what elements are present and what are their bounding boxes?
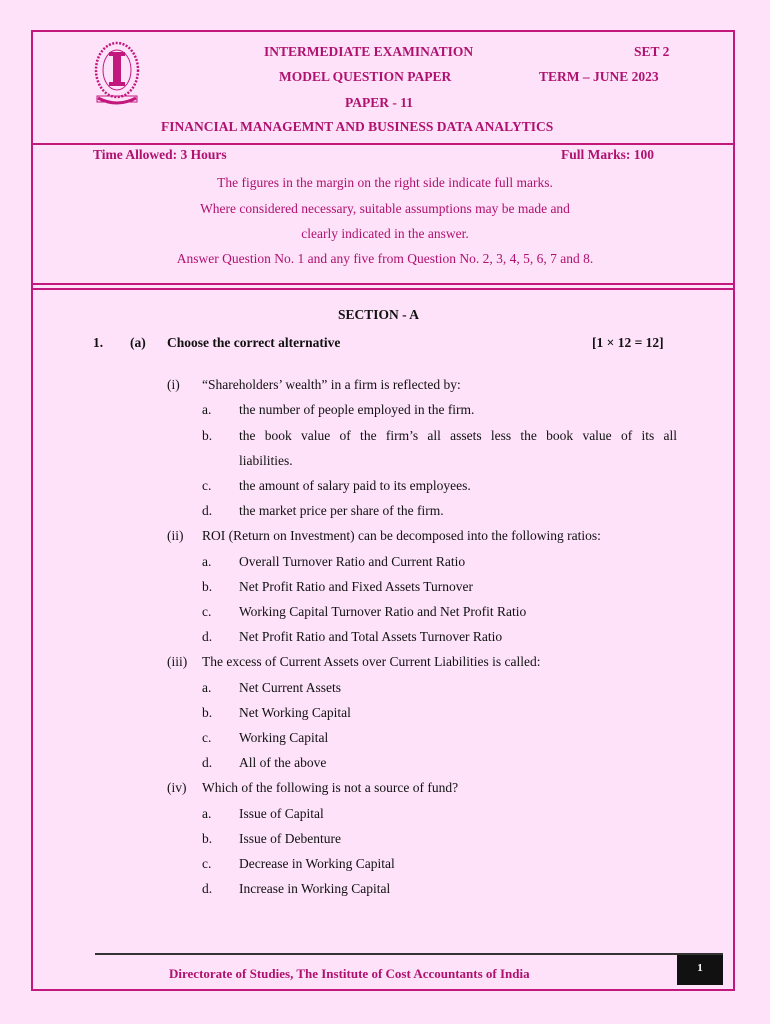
option-text: Working Capital Turnover Ratio and Net Profit Ratio xyxy=(239,604,527,619)
footer-divider xyxy=(95,953,723,955)
term-label: TERM – JUNE 2023 xyxy=(539,69,659,84)
option-letter: c. xyxy=(202,604,212,619)
option-letter: a. xyxy=(202,806,212,821)
option-letter: b. xyxy=(202,705,213,720)
item-number: (ii) xyxy=(167,528,184,543)
instruction-line: Answer Question No. 1 and any five from Question No. 2, 3, 4, 5, 6, 7 and 8. xyxy=(176,251,594,266)
option-text: All of the above xyxy=(239,755,327,770)
option-text: Increase in Working Capital xyxy=(239,881,391,896)
item-text: ROI (Return on Investment) can be decomposed into the following ratios: xyxy=(202,528,601,543)
question-number: 1. xyxy=(93,335,104,350)
option-text: the number of people employed in the firm. xyxy=(239,402,475,417)
option-text: Net Working Capital xyxy=(239,705,351,720)
exam-title: INTERMEDIATE EXAMINATION xyxy=(264,44,474,59)
instruction-line: The figures in the margin on the right side indicate full marks. xyxy=(217,175,553,190)
item-text: The excess of Current Assets over Current Liabilities is called: xyxy=(202,654,541,669)
option-text: Working Capital xyxy=(239,730,329,745)
question-part: (a) xyxy=(130,335,146,350)
section-heading: SECTION - A xyxy=(338,307,420,322)
option-letter: b. xyxy=(202,831,213,846)
option-letter: d. xyxy=(202,881,213,896)
option-letter: a. xyxy=(202,680,212,695)
instruction-line: Where considered necessary, suitable assumptions may be made and xyxy=(200,201,570,216)
option-text: the market price per share of the firm. xyxy=(239,503,444,518)
item-number: (iii) xyxy=(167,654,188,669)
option-text: Decrease in Working Capital xyxy=(239,856,395,871)
option-text: Issue of Capital xyxy=(239,806,324,821)
institute-logo-icon xyxy=(92,38,142,110)
full-marks: Full Marks: 100 xyxy=(561,147,654,162)
option-letter: d. xyxy=(202,755,213,770)
paper-type: MODEL QUESTION PAPER xyxy=(279,69,452,84)
option-text: the book value of the firm’s all assets less the book value of its all xyxy=(239,428,677,443)
option-text: the amount of salary paid to its employees. xyxy=(239,478,471,493)
option-letter: c. xyxy=(202,856,212,871)
option-letter: d. xyxy=(202,629,213,644)
option-letter: c. xyxy=(202,478,212,493)
option-letter: c. xyxy=(202,730,212,745)
option-text: Net Profit Ratio and Fixed Assets Turnover xyxy=(239,579,474,594)
item-number: (iv) xyxy=(167,780,187,795)
option-text: Net Profit Ratio and Total Assets Turnover Ratio xyxy=(239,629,503,644)
option-letter: a. xyxy=(202,554,212,569)
info-divider-top xyxy=(31,283,735,285)
time-allowed: Time Allowed: 3 Hours xyxy=(93,147,227,162)
page-number: 1 xyxy=(677,955,723,985)
option-letter: b. xyxy=(202,579,213,594)
option-letter: b. xyxy=(202,428,213,443)
info-divider-bottom xyxy=(31,288,735,290)
item-text: Which of the following is not a source of fund? xyxy=(202,780,459,795)
option-text: Issue of Debenture xyxy=(239,831,341,846)
subject-title: FINANCIAL MANAGEMNT AND BUSINESS DATA ANALYTICS xyxy=(161,119,554,134)
paper-number: PAPER - 11 xyxy=(345,95,413,110)
option-letter: a. xyxy=(202,402,212,417)
item-text: “Shareholders’ wealth” in a firm is reflected by: xyxy=(202,377,461,392)
question-instruction: Choose the correct alternative xyxy=(167,335,341,350)
instruction-line: clearly indicated in the answer. xyxy=(301,226,469,241)
option-text: Overall Turnover Ratio and Current Ratio xyxy=(239,554,466,569)
header-divider xyxy=(31,143,735,145)
footer-text: Directorate of Studies, The Institute of Cost Accountants of India xyxy=(169,966,530,981)
set-label: SET 2 xyxy=(634,44,670,59)
option-text: Net Current Assets xyxy=(239,680,341,695)
item-number: (i) xyxy=(167,377,180,392)
question-marks: [1 × 12 = 12] xyxy=(592,335,664,350)
option-text-continued: liabilities. xyxy=(239,453,293,468)
option-letter: d. xyxy=(202,503,213,518)
